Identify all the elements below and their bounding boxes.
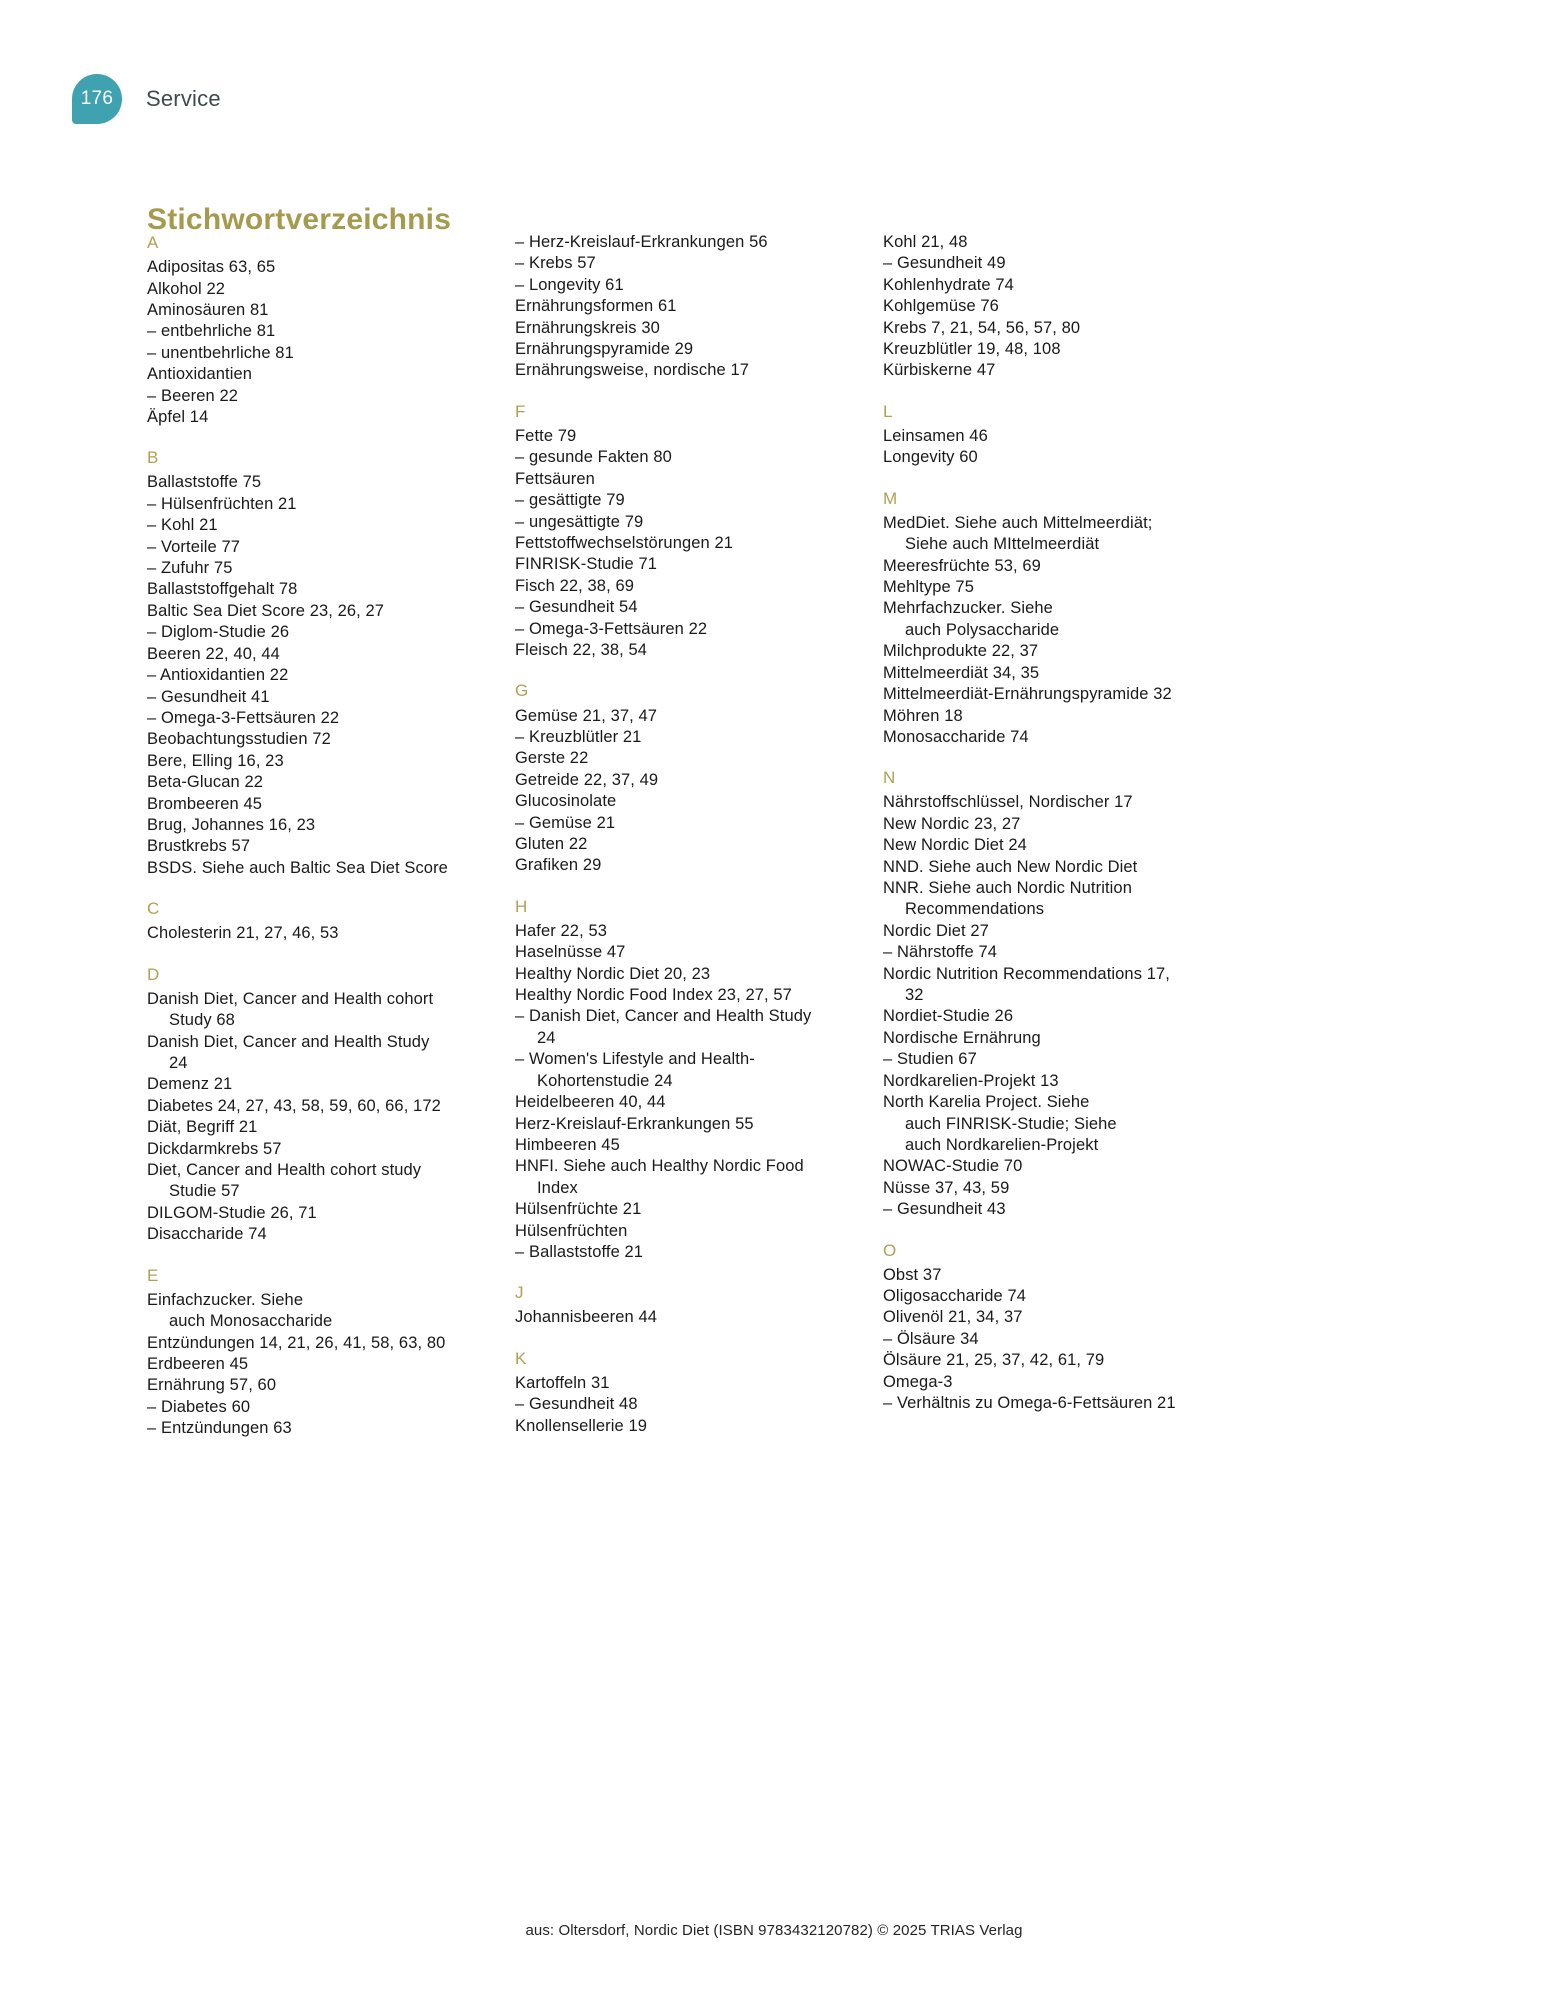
index-entry: BSDS. Siehe auch Baltic Sea Diet Score: [147, 858, 448, 877]
index-entry: New Nordic Diet 24: [883, 836, 1027, 855]
page-number: 176: [80, 88, 114, 109]
index-entry: Mehrfachzucker. Siehe: [883, 599, 1053, 618]
index-entry: – Studien 67: [883, 1050, 977, 1069]
index-entry: NND. Siehe auch New Nordic Diet: [883, 857, 1138, 876]
index-entry: New Nordic 23, 27: [883, 814, 1021, 833]
index-entry: Studie 57: [169, 1182, 240, 1201]
page-title: Stichwortverzeichnis: [147, 203, 452, 237]
index-entry: – Ballaststoffe 21: [515, 1242, 644, 1261]
index-section: [515, 232, 845, 382]
index-entry: – Omega-3-Fettsäuren 22: [147, 708, 340, 727]
index-entry: – Krebs 57: [515, 254, 596, 273]
index-entry: Gemüse 21, 37, 47: [515, 706, 658, 725]
index-entry: NNR. Siehe auch Nordic Nutrition: [883, 879, 1132, 898]
index-entry: Knollensellerie 19: [515, 1416, 648, 1435]
index-section: [147, 232, 477, 428]
index-entry: auch Monosaccharide: [169, 1312, 333, 1331]
index-entry: Leinsamen 46: [883, 426, 988, 445]
index-entry: Nüsse 37, 43, 59: [883, 1178, 1010, 1197]
index-entry: North Karelia Project. Siehe: [883, 1093, 1090, 1112]
index-section: [147, 447, 477, 879]
index-entry: Obst 37: [883, 1265, 942, 1284]
index-section: [515, 680, 845, 876]
index-entry: – Antioxidantien 22: [147, 666, 289, 685]
index-entry: Recommendations: [905, 900, 1045, 919]
section-letter: L: [883, 401, 893, 421]
index-entry: Krebs 7, 21, 54, 56, 57, 80: [883, 318, 1081, 337]
index-entry: Ernährungspyramide 29: [515, 340, 694, 359]
index-entry: Kohl 21, 48: [883, 233, 968, 251]
index-entry: Siehe auch MIttelmeerdiät: [905, 535, 1100, 554]
index-entry: Index: [537, 1178, 578, 1197]
index-entry: – Longevity 61: [515, 275, 624, 294]
index-section: [883, 488, 1213, 749]
index-entry: Alkohol 22: [147, 279, 226, 298]
index-section: [515, 896, 845, 1264]
index-entry: Hülsenfrüchten: [515, 1221, 628, 1240]
index-entry: Monosaccharide 74: [883, 727, 1029, 746]
index-entry: – Kohl 21: [147, 516, 218, 535]
index-entry: – Beeren 22: [147, 386, 239, 405]
index-entry: Hülsenfrüchte 21: [515, 1200, 642, 1219]
index-entry: Kartoffeln 31: [515, 1373, 610, 1392]
index-entry: 32: [905, 986, 924, 1005]
index-entry: Omega-3: [883, 1372, 953, 1391]
index-entry: Ernährungsformen 61: [515, 297, 677, 316]
index-entry: – Diabetes 60: [147, 1397, 251, 1416]
index-entry: Danish Diet, Cancer and Health Study: [147, 1032, 430, 1051]
index-entry: Gerste 22: [515, 749, 589, 768]
section-letter: J: [515, 1283, 524, 1303]
running-head: [72, 74, 221, 124]
index-column: [515, 232, 845, 1440]
index-entry: – ungesättigte 79: [515, 512, 644, 531]
section-letter: K: [515, 1348, 527, 1368]
section-letter: G: [515, 681, 529, 701]
index-entry: – Verhältnis zu Omega-6-Fettsäuren 21: [883, 1394, 1176, 1413]
index-entry: auch Polysaccharide: [905, 620, 1060, 639]
index-entry: Ernährungsweise, nordische 17: [515, 361, 750, 380]
index-entry: – Hülsenfrüchten 21: [147, 494, 297, 513]
index-column: [147, 232, 477, 1440]
index-entry: – Herz-Kreislauf-Erkrankungen 56: [515, 233, 768, 251]
index-entry: – Kreuzblütler 21: [515, 727, 642, 746]
index-entry: Kohlgemüse 76: [883, 297, 999, 316]
section-letter: A: [147, 233, 159, 252]
index-entry: Fleisch 22, 38, 54: [515, 641, 648, 659]
index-section: [515, 1348, 845, 1437]
index-entry: Healthy Nordic Diet 20, 23: [515, 964, 711, 983]
index-entry: – Entzündungen 63: [147, 1419, 292, 1438]
index-entry: – Gesundheit 43: [883, 1200, 1006, 1219]
index-entry: Mittelmeerdiät-Ernährungspyramide 32: [883, 685, 1172, 704]
index-entry: – Gemüse 21: [515, 813, 616, 832]
index-entry: – Zufuhr 75: [147, 559, 233, 578]
index-entry: Milchprodukte 22, 37: [883, 642, 1039, 661]
index-entry: Disaccharide 74: [147, 1225, 267, 1244]
index-entry: Ernährungskreis 30: [515, 318, 660, 337]
index-entry: Ballaststoffe 75: [147, 473, 262, 492]
index-entry: Möhren 18: [883, 706, 963, 725]
index-entry: Herz-Kreislauf-Erkrankungen 55: [515, 1114, 754, 1133]
index-entry: Diät, Begriff 21: [147, 1118, 258, 1137]
index-entry: 24: [169, 1053, 188, 1072]
page-number-badge: [72, 74, 122, 124]
index-entry: Fette 79: [515, 426, 577, 445]
index-entry: Adipositas 63, 65: [147, 258, 276, 277]
section-letter: N: [883, 768, 896, 788]
index-entry: Beobachtungsstudien 72: [147, 730, 331, 749]
index-entry: – gesunde Fakten 80: [515, 448, 672, 467]
index-entry: Baltic Sea Diet Score 23, 26, 27: [147, 601, 385, 620]
index-entry: Fisch 22, 38, 69: [515, 576, 635, 595]
index-entry: DILGOM-Studie 26, 71: [147, 1203, 317, 1222]
index-entry: Ballaststoffgehalt 78: [147, 580, 298, 599]
section-letter: B: [147, 448, 159, 468]
section-letter: D: [147, 964, 160, 984]
index-entry: Brombeeren 45: [147, 794, 263, 813]
index-entry: Nordic Nutrition Recommendations 17,: [883, 964, 1170, 983]
index-section: [147, 898, 477, 945]
section-letter: H: [515, 896, 528, 916]
index-entry: – Women's Lifestyle and Health-: [515, 1050, 755, 1069]
index-entry: Haselnüsse 47: [515, 943, 626, 962]
section-letter: F: [515, 401, 526, 421]
index-section: [515, 401, 845, 662]
index-entry: HNFI. Siehe auch Healthy Nordic Food: [515, 1157, 804, 1176]
index-entry: – Gesundheit 49: [883, 254, 1006, 273]
index-entry: auch FINRISK-Studie; Siehe: [905, 1114, 1117, 1133]
index-section: [147, 964, 477, 1246]
index-entry: Cholesterin 21, 27, 46, 53: [147, 924, 339, 943]
index-entry: NOWAC-Studie 70: [883, 1157, 1023, 1176]
index-entry: Fettstoffwechselstörungen 21: [515, 533, 734, 552]
index-entry: Grafiken 29: [515, 856, 602, 875]
index-entry: Dickdarmkrebs 57: [147, 1139, 282, 1158]
section-letter: E: [147, 1265, 159, 1285]
index-section: [147, 1265, 477, 1440]
index-section: [883, 232, 1213, 382]
index-entry: Nordiet-Studie 26: [883, 1007, 1014, 1026]
index-entry: – Vorteile 77: [147, 537, 241, 556]
index-entry: Kürbiskerne 47: [883, 361, 996, 380]
index-entry: Longevity 60: [883, 448, 978, 467]
index-column: [883, 232, 1213, 1440]
index-entry: Einfachzucker. Siehe: [147, 1290, 304, 1309]
index-entry: Danish Diet, Cancer and Health cohort: [147, 989, 434, 1008]
running-head-section-label: Service: [146, 86, 221, 111]
index-entry: Gluten 22: [515, 834, 588, 853]
index-section: [883, 767, 1213, 1220]
index-entry: Kohlenhydrate 74: [883, 275, 1014, 294]
index-entry: Getreide 22, 37, 49: [515, 770, 659, 789]
index-entry: – Ölsäure 34: [883, 1329, 979, 1348]
index-entry: Demenz 21: [147, 1075, 233, 1094]
index-entry: Ölsäure 21, 25, 37, 42, 61, 79: [883, 1351, 1105, 1370]
index-entry: Diabetes 24, 27, 43, 58, 59, 60, 66, 172: [147, 1096, 441, 1115]
index-entry: Brug, Johannes 16, 23: [147, 815, 316, 834]
index-entry: Nordkarelien-Projekt 13: [883, 1071, 1059, 1090]
index-entry: – Gesundheit 41: [147, 687, 270, 706]
page-footer: aus: Oltersdorf, Nordic Diet (ISBN 9783432120782) © 2025 TRIAS Verlag: [525, 1922, 1023, 1939]
index-entry: Healthy Nordic Food Index 23, 27, 57: [515, 986, 792, 1005]
section-letter: M: [883, 488, 898, 508]
index-entry: Meeresfrüchte 53, 69: [883, 556, 1041, 575]
index-entry: Nährstoffschlüssel, Nordischer 17: [883, 793, 1133, 812]
index-entry: Nordische Ernährung: [883, 1028, 1041, 1047]
index-entry: Bere, Elling 16, 23: [147, 751, 284, 770]
index-entry: Aminosäuren 81: [147, 300, 269, 319]
index-entry: Beta-Glucan 22: [147, 773, 264, 792]
index-entry: Heidelbeeren 40, 44: [515, 1093, 666, 1112]
index-entry: – gesättigte 79: [515, 491, 625, 510]
index-entry: Oligosaccharide 74: [883, 1287, 1027, 1306]
index-entry: Mittelmeerdiät 34, 35: [883, 663, 1040, 682]
index-entry: 24: [537, 1028, 556, 1047]
index-entry: Äpfel 14: [147, 407, 209, 426]
index-entry: – unentbehrliche 81: [147, 343, 294, 362]
index-entry: Kreuzblütler 19, 48, 108: [883, 340, 1061, 359]
index-entry: – Omega-3-Fettsäuren 22: [515, 619, 708, 638]
index-entry: Johannisbeeren 44: [515, 1308, 658, 1327]
index-entry: auch Nordkarelien-Projekt: [905, 1135, 1099, 1154]
index-entry: Entzündungen 14, 21, 26, 41, 58, 63, 80: [147, 1333, 446, 1352]
index-entry: – Gesundheit 48: [515, 1395, 638, 1414]
index-section: [883, 401, 1213, 469]
index-entry: Study 68: [169, 1011, 235, 1030]
index-entry: Erdbeeren 45: [147, 1354, 249, 1373]
index-entry: Nordic Diet 27: [883, 921, 989, 940]
index-entry: FINRISK-Studie 71: [515, 555, 658, 574]
index-section: [883, 1240, 1213, 1415]
index-entry: Himbeeren 45: [515, 1135, 620, 1154]
index-entry: Fettsäuren: [515, 469, 595, 488]
section-letter: O: [883, 1240, 897, 1260]
index-entry: Antioxidantien: [147, 365, 253, 384]
index-entry: Brustkrebs 57: [147, 837, 251, 856]
index-entry: Beeren 22, 40, 44: [147, 644, 280, 663]
index-entry: – Diglom-Studie 26: [147, 623, 290, 642]
index-columns: [147, 232, 1407, 1440]
index-entry: Mehltype 75: [883, 578, 974, 597]
index-entry: Diet, Cancer and Health cohort study: [147, 1161, 422, 1179]
index-entry: Olivenöl 21, 34, 37: [883, 1308, 1023, 1327]
index-entry: – Danish Diet, Cancer and Health Study: [515, 1007, 812, 1026]
index-entry: – entbehrliche 81: [147, 322, 276, 341]
index-entry: Hafer 22, 53: [515, 921, 608, 940]
index-entry: – Gesundheit 54: [515, 598, 638, 617]
index-entry: MedDiet. Siehe auch Mittelmeerdiät;: [883, 513, 1153, 532]
index-entry: – Nährstoffe 74: [883, 943, 998, 962]
index-entry: Ernährung 57, 60: [147, 1376, 277, 1395]
index-section: [515, 1282, 845, 1329]
index-entry: Kohortenstudie 24: [537, 1071, 673, 1090]
section-letter: C: [147, 899, 160, 919]
index-entry: Glucosinolate: [515, 792, 617, 811]
